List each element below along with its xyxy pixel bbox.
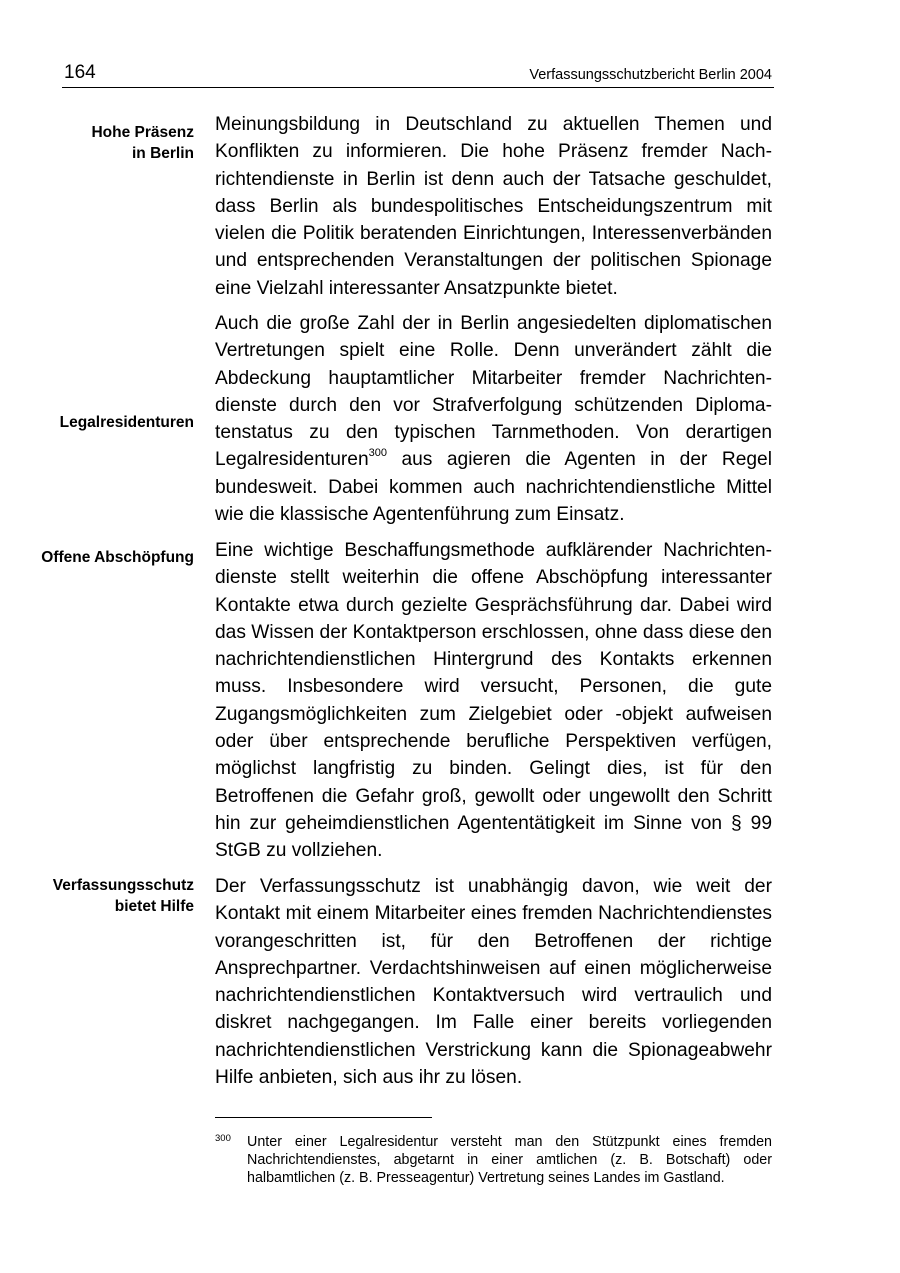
body-paragraph-4: Der Verfassungsschutz ist unabhängig davon, wie weit der Kontakt mit einem Mitarbeiter eines fremden Nachrichtendienstes vorangeschritten ist, für den Betroffenen der richtige Ansprechpartner. Verdachtshinweisen auf einen möglicherweise nachrichtendienstlichen Kontaktversuch wird vertraulich und diskret nachgegangen. Im Falle einer bereits vorliegenden nachrichtendienstlichen Verstrickung kann die Spionageabwehr Hilfe anbieten, sich aus ihr zu lösen. bbox=[215, 876, 772, 1089]
margin-note-line: Verfassungsschutz bbox=[52, 877, 194, 894]
page-header bbox=[62, 61, 774, 88]
paragraph-text: Auch die große Zahl der in Berlin angesiedelten diplomatischen Vertretungen spielt eine Rolle. Denn unverändert zählt die Abdeckung hauptamtlicher Mitarbeiter fremder Nachrichtendienste durch den vor Strafverfolgung schützenden Diplomatenstatus zu den typischen Tarnmethoden. Von derartigen Legalresidenturen bbox=[215, 313, 772, 471]
margin-note-hohe-praesenz bbox=[4, 122, 194, 164]
margin-note-verfassungsschutz-hilfe bbox=[4, 875, 194, 917]
margin-note-line: Offene Abschöpfung bbox=[41, 549, 194, 566]
body-paragraph-1: Meinungsbildung in Deutschland zu aktuellen Themen und Konflikten zu informieren. Die hohe Präsenz fremder Nachrichtendienste in Berlin ist denn auch der Tatsache geschuldet, dass Berlin als bundespolitisches Entscheidungszentrum mit vielen die Politik beratenden Einrichtungen, Interessenverbänden und entsprechenden Veranstaltungen der politischen Spionage eine Vielzahl interessanter Ansatzpunkte bietet. bbox=[215, 114, 772, 299]
footnote bbox=[215, 1133, 772, 1187]
margin-note-line: Legalresidenturen bbox=[59, 414, 194, 431]
footnote-divider bbox=[215, 1117, 432, 1118]
running-header-title: Verfassungsschutzbericht Berlin 2004 bbox=[529, 67, 772, 83]
footnote-text: Unter einer Legalresidentur versteht man den Stützpunkt eines fremden Nachrichtendienstes, abgetarnt in einer amtlichen (z. B. Botschaft) oder halbamtlichen (z. B. Presseagentur) Vertretung seines Landes im Gastland. bbox=[247, 1134, 772, 1186]
body-paragraph-2 bbox=[215, 310, 772, 528]
paragraph-text: aus agieren die Agenten in der Regel bundesweit. Dabei kommen auch nachrichtendienstliche Mittel wie die klassische Agentenführung zum Einsatz. bbox=[215, 449, 772, 526]
margin-note-line: bietet Hilfe bbox=[114, 898, 194, 915]
footnote-number: 300 bbox=[215, 1133, 231, 1144]
body-paragraph-3: Eine wichtige Beschaffungsmethode aufklärender Nachrichtendienste stellt weiterhin die offene Abschöpfung interessanter Kontakte etwa durch gezielte Gesprächsführung dar. Dabei wird das Wissen der Kontaktperson erschlossen, ohne dass diese den nachrichtendienstlichen Hintergrund des Kontakts erkennen muss. Insbesondere wird versucht, Personen, die gute Zugangsmöglichkeiten zum Zielgebiet oder -objekt aufweisen oder über entsprechende berufliche Perspektiven verfügen, möglichst langfristig zu binden. Gelingt dies, ist für den Betroffenen die Gefahr groß, gewollt oder ungewollt den Schritt hin zur geheimdienstlichen Agententätigkeit im Sinne von § 99 StGB zu vollziehen. bbox=[215, 540, 772, 862]
footnote-reference[interactable]: 300 bbox=[368, 447, 387, 460]
margin-note-legalresidenturen bbox=[4, 412, 194, 433]
margin-note-line: in Berlin bbox=[131, 145, 194, 162]
page-number: 164 bbox=[64, 62, 96, 83]
margin-note-offene-abschoepfung bbox=[4, 547, 194, 568]
margin-note-line: Hohe Präsenz bbox=[91, 124, 194, 141]
